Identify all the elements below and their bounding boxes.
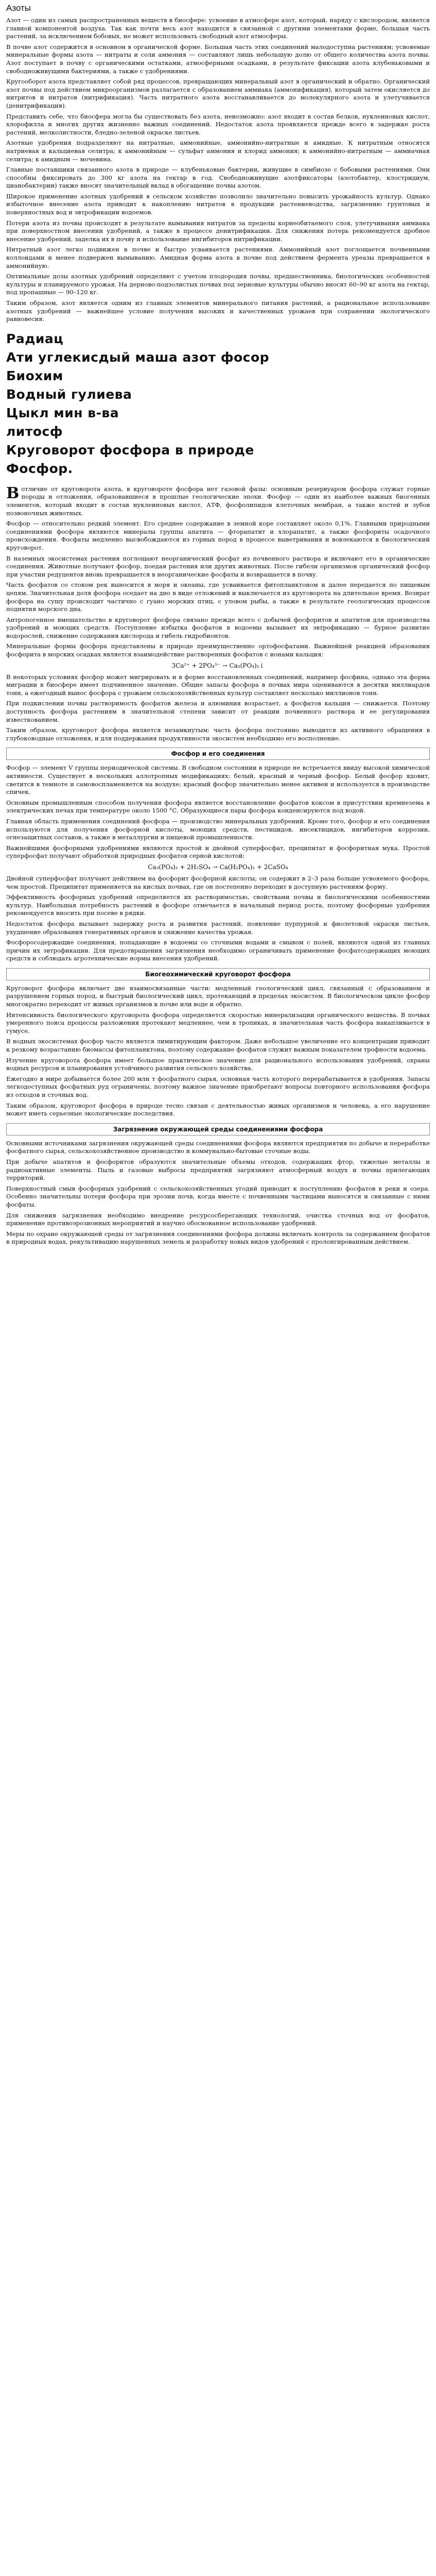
paragraph: Главные поставщики связанного азота в природе — клубеньковые бактерии, живущие в симбиозе с бобовыми растениями. Они способны фиксировать до 300 кг азота на гектар в год. Свободноживущие азотфиксаторы (азотобактер, клостридиум, цианобактерии) также вносят значительный вклад в обогащение почвы азотом. xyxy=(6,166,430,190)
paragraph: Недостаток фосфора вызывает задержку роста и развития растений, появление пурпурной и фиолетовой окраски листьев, ухудшение образования генеративных органов и снижение качества урожая. xyxy=(6,920,430,936)
paragraph: Основными источниками загрязнения окружающей среды соединениями фосфора являются предприятия по добыче и переработке фосфатного сырья, сельскохозяйственное производство и коммунально-бытовые сточные воды. xyxy=(6,1139,430,1155)
headline: Биохим xyxy=(6,368,63,383)
intro-section xyxy=(6,16,430,324)
paragraph: Фосфор — относительно редкий элемент. Его среднее содержание в земной коре составляет около 0,1%. Главными природными соединениями фосфора являются минералы группы апатита — фторапатит и хлорапатит, а также фосфориты осадочного происхождения. Фосфаты медленно высвобождаются из горных пород в процессе выветривания и вовлекаются в биологический круговорот. xyxy=(6,520,430,551)
paragraph: При подкислении почвы растворимость фосфатов железа и алюминия возрастает, а фосфатов кальция — снижается. Поэтому доступность фосфора растениям в значительной степени зависит от реакции почвенного раствора и ее регулирования известкованием. xyxy=(6,700,430,723)
paragraph: Интенсивность биологического круговорота фосфора определяется скоростью минерализации органического вещества. В почвах умеренного пояса процессы разложения протекают медленнее, чем в тропиках, и значительная часть фосфора накапливается в гумусе. xyxy=(6,1011,430,1035)
headline: Круговорот фосфора в природе xyxy=(6,442,254,457)
section-heading-box: Биогеохимический круговорот фосфора xyxy=(6,968,430,980)
headline: Водный гулиева xyxy=(6,386,132,402)
paragraph: В наземных экосистемах растения поглощают неорганический фосфат из почвенного раствора и включают его в органические соединения. Животные получают фосфор, поедая растения или других животных. После гибели организмов органический фосфор при участии редуцентов вновь превращается в неорганические фосфаты и возвращается в почву. xyxy=(6,554,430,578)
paragraph: Представить себе, что биосфера могла бы существовать без азота, невозможно: азот входит в состав белков, нуклеиновых кислот, хлорофилла и многих других жизненно важных соединений. Недостаток азота проявляется прежде всего в задержке роста растений, мелколистности, бледно-зеленой окраске листьев. xyxy=(6,112,430,136)
paragraph: Фосфор — элемент V группы периодической системы. В свободном состоянии в природе не встречается ввиду высокой химической активности. Существует в нескольких аллотропных модификациях: белый, красный и черный фосфор. Белый фосфор ядовит, светится в темноте и самовоспламеняется на воздухе; красный фосфор значительно менее активен и используется в производстве спичек. xyxy=(6,764,430,796)
section-heading-box: Загрязнение окружающей среды соединениями фосфора xyxy=(6,1123,430,1136)
headline: Ати углекисдый маша азот фосор xyxy=(6,349,270,365)
headline: Цыкл мин в-ва xyxy=(6,405,119,420)
paragraph: Поверхностный смыв фосфорных удобрений с сельскохозяйственных угодий приводит к поступлению фосфатов в реки и озера. Особенно значительны потери фосфора при эрозии почв, когда вместе с почвенными частицами выносятся и связанные с ними фосфаты. xyxy=(6,1184,430,1208)
paragraph: Круговорот фосфора включает две взаимосвязанные части: медленный геологический цикл, связанный с образованием и разрушением горных пород, и быстрый биологический цикл, протекающий в пределах экосистем. В биологическом цикле фосфор многократно переходит от живых организмов к почве или воде и обратно. xyxy=(6,984,430,1008)
paragraph: При добыче апатитов и фосфоритов образуются значительные объемы отходов, содержащих фтор, тяжелые металлы и радиоактивные элементы. Пыль и газовые выбросы предприятий загрязняют атмосферный воздух и почвы прилегающих территорий. xyxy=(6,1158,430,1182)
paragraph: В водных экосистемах фосфор часто является лимитирующим фактором. Даже небольшое увеличение его концентрации приводит к резкому возрастанию биомассы фитопланктона, поэтому содержание фосфатов служит важным показателем трофности водоема. xyxy=(6,1038,430,1054)
paragraph: Широкое применение азотных удобрений в сельском хозяйстве позволило значительно повысить урожайность культур. Однако избыточное внесение азота приводит к накоплению нитратов в продукции растениеводства, загрязнению грунтовых и поверхностных вод и эвтрофикации водоемов. xyxy=(6,192,430,216)
paragraph: Антропогенное вмешательство в круговорот фосфора связано прежде всего с добычей фосфоритов и апатитов для производства удобрений и моющих средств. Поступление избытка фосфатов в водоемы вызывает их эвтрофикацию — бурное развитие водорослей, снижение содержания кислорода и гибель гидробионтов. xyxy=(6,616,430,639)
paragraph: Меры по охране окружающей среды от загрязнения соединениями фосфора должны включать контроль за содержанием фосфатов в природных водах, рекультивацию нарушенных земель и разработку новых видов удобрений с пролонгированным действием. xyxy=(6,1230,430,1246)
paragraph: В почве азот содержится в основном в органической форме. Большая часть этих соединений малодоступна растениям; усвояемые минеральные формы азота — нитраты и соли аммония — составляют лишь небольшую долю от общего количества азота почвы. Азот поступает в почву с органическими остатками, атмосферными осадками, в результате фиксации азота клубеньковыми и свободноживущими бактериями, а также с удобрениями. xyxy=(6,43,430,75)
phosphorus-section xyxy=(6,485,430,743)
document-page xyxy=(0,0,436,1246)
dropcap-letter: В xyxy=(6,484,20,502)
paragraph: Двойной суперфосфат получают действием на фосфорит фосфорной кислоты; он содержит в 2–3 раза больше усвояемого фосфора, чем простой. Преципитат применяется на кислых почвах, где он постепенно переходит в доступную растениям форму. xyxy=(6,874,430,890)
paragraph: Важнейшими фосфорными удобрениями являются простой и двойной суперфосфат, преципитат и фосфоритная мука. Простой суперфосфат получают обработкой природных фосфатов серной кислотой: xyxy=(6,844,430,860)
paragraph: Таким образом, круговорот фосфора в природе тесно связан с деятельностью живых организмов и человека, а его нарушение может иметь серьезные экологические последствия. xyxy=(6,1101,430,1117)
chemical-formula: Ca₃(PO₄)₂ + 2H₂SO₄ → Ca(H₂PO₄)₂ + 2CaSO₄ xyxy=(148,863,288,871)
paragraph: Для снижения загрязнения необходимо внедрение ресурсосберегающих технологий, очистка сточных вод от фосфатов, применение противоэрозионных мероприятий и научно обоснованное использование удобрений. xyxy=(6,1211,430,1227)
paragraph: Часть фосфатов со стоком рек выносится в моря и океаны, где усваивается фитопланктоном и далее передается по пищевым цепям. Значительная доля фосфора оседает на дно в виде отложений и выключается из круговорота на длительное время. Возврат фосфора на сушу происходит частично с гуано морских птиц, с уловом рыбы, а также в результате геологических процессов поднятия морского дна. xyxy=(6,581,430,613)
paragraph: Минеральные формы фосфора представлены в природе преимущественно ортофосфатами. Важнейшей реакцией образования фосфорита в морских осадках является взаимодействие растворенных фосфатов с ионами кальция: xyxy=(6,642,430,658)
paragraph: Нитратный азот легко подвижен в почве и быстро усваивается растениями. Аммонийный азот поглощается почвенными коллоидами и менее подвержен вымыванию. Амидная форма азота в почве под действием фермента уреазы превращается в аммонийную. xyxy=(6,246,430,269)
paragraph: Кругооборот азота представляет собой ряд процессов, превращающих минеральный азот в органический и обратно. Органический азот почвы под действием микроорганизмов разлагается с образованием аммиака (аммонификация), который затем окисляется до нитритов и нитратов (нитрификация). Часть нитратного азота восстанавливается до молекулярного азота и улетучивается (денитрификация). xyxy=(6,78,430,109)
paragraph: Таким образом, круговорот фосфора является незамкнутым: часть фосфора постоянно выводится из активного обращения в глубоководные отложения, и для поддержания продуктивности экосистем необходимо его восполнение. xyxy=(6,726,430,742)
paragraph: Фосфоросодержащие соединения, попадающие в водоемы со сточными водами и смывом с полей, являются одной из главных причин их эвтрофикации. Для предотвращения загрязнения необходимо ограничивать применение фосфатсодержащих моющих средств и соблюдать агротехнические нормы внесения удобрений. xyxy=(6,939,430,962)
paragraph: Главная область применения соединений фосфора — производство минеральных удобрений. Кроме того, фосфор и его соединения используются для получения фосфорной кислоты, моющих средств, пестицидов, инсектицидов, ингибиторов коррозии, огнезащитных составов, а также в металлургии и пищевой промышленности. xyxy=(6,817,430,841)
headline: Фосфор. xyxy=(6,461,73,476)
paragraph: В некоторых условиях фосфор может мигрировать и в форме восстановленных соединений, например фосфина, однако эта форма миграции в биосфере имеет подчиненное значение. Общие запасы фосфора в почвах мира оцениваются в десятки миллиардов тонн, а ежегодный вынос фосфора с урожаем сельскохозяйственных культур составляет несколько миллионов тонн. xyxy=(6,673,430,697)
paragraph: Изучение круговорота фосфора имеет большое практическое значение для рационального использования удобрений, охраны водных ресурсов и планирования устойчивого развития сельского хозяйства. xyxy=(6,1056,430,1072)
paragraph: Таким образом, азот является одним из главных элементов минерального питания растений, а рациональное использование азотных удобрений — важнейшее условие получения высоких и качественных урожаев при сохранении экологического равновесия. xyxy=(6,299,430,323)
headline: литосф xyxy=(6,423,63,439)
headline-list xyxy=(6,330,430,478)
paragraph: Эффективность фосфорных удобрений определяется их растворимостью, свойствами почвы и биологическими особенностями культур. Наибольшая потребность растений в фосфоре отмечается в начальный период роста, поэтому фосфорные удобрения рекомендуется вносить при посеве в рядки. xyxy=(6,893,430,917)
page-title: Азоты xyxy=(6,3,31,13)
paragraph: Азот — один из самых распространенных веществ в биосфере: усвоение в атмосфере азот, который, наряду с кислородом, является главной компонентой воздуха. Так как почти весь азот находится в связанной с другими элементами форме, большая часть растений, за исключением бобовых, не может использовать свободный азот атмосферы. xyxy=(6,16,430,40)
section-heading-box: Фосфор и его соединения xyxy=(6,748,430,760)
paragraph: Ежегодно в мире добывается более 200 млн т фосфатного сырья, основная часть которого перерабатывается в удобрения. Запасы легкодоступных фосфатных руд ограничены, поэтому важное значение приобретают вопросы повторного использования фосфора из отходов и сточных вод. xyxy=(6,1075,430,1098)
chemical-formula: 3Ca²⁺ + 2PO₄³⁻ → Ca₃(PO₄)₂↓ xyxy=(171,662,265,669)
paragraph: Потери азота из почвы происходят в результате вымывания нитратов за пределы корнеобитаемого слоя, улетучивания аммиака при поверхностном внесении удобрений, а также в процессе денитрификации. Для снижения потерь рекомендуется дробное внесение удобрений, заделка их в почву и использование ингибиторов нитрификации. xyxy=(6,219,430,243)
paragraph: Основным промышленным способом получения фосфора является восстановление фосфатов коксом в присутствии кремнезема в электрических печах при температуре около 1500 °С. Образующиеся пары фосфора конденсируются под водой. xyxy=(6,799,430,815)
headline: Радиац xyxy=(6,331,64,346)
paragraph: Оптимальные дозы азотных удобрений определяют с учетом плодородия почвы, предшественника, биологических особенностей культуры и планируемого урожая. На дерново-подзолистых почвах под зерновые культуры обычно вносят 60–90 кг азота на гектар, под пропашные — 90–120 кг. xyxy=(6,273,430,296)
paragraph: Азотные удобрения подразделяют на нитратные, аммонийные, аммонийно-нитратные и амидные. К нитратным относятся натриевая и кальциевая селитра; к аммонийным — сульфат аммония и хлорид аммония; к аммонийно-нитратным — аммиачная селитра; к амидным — мочевина. xyxy=(6,139,430,163)
phosphorus-paragraph: Вотличие от круговорота азота, в круговороте фосфора нет газовой фазы: основным резервуаром фосфора служат горные породы и отложения, образовавшиеся в прошлые геологические эпохи. Фосфор — один из наиболее важных биогенных элементов, который входит в состав нуклеиновых кислот, АТФ, фосфолипидов клеточных мембран, а также костей и зубов позвоночных животных. xyxy=(6,484,430,517)
